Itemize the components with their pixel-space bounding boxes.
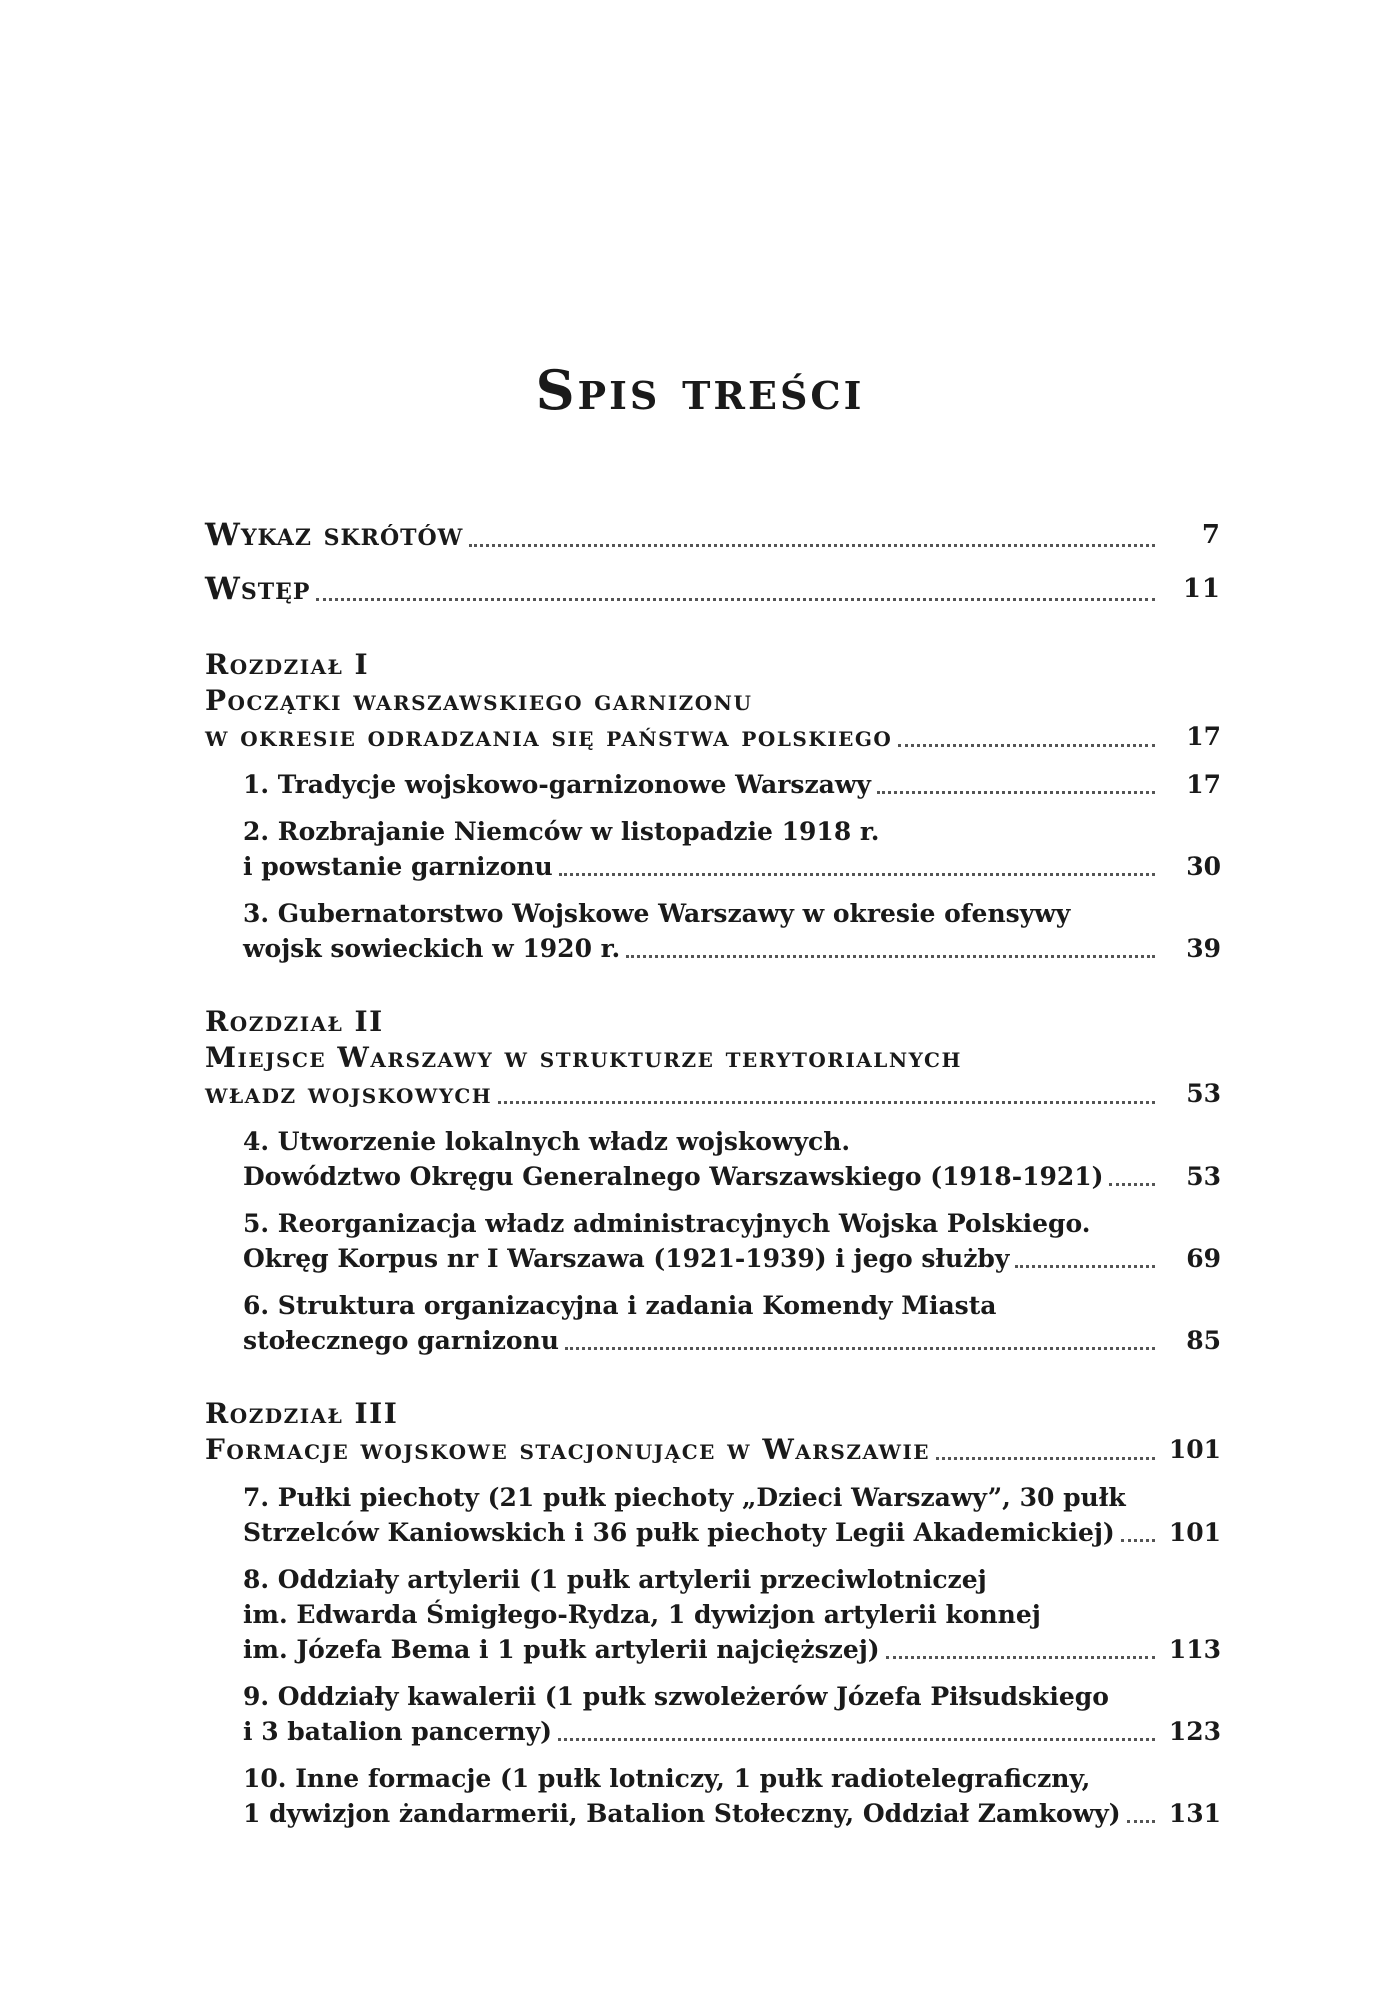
section-title-row — [243, 1159, 1221, 1194]
toc-page-number: 101 — [1168, 1435, 1221, 1464]
section-title-line: 1. Tradycje wojskowo-garnizonowe Warszawy — [243, 770, 871, 799]
toc-section-entry — [205, 1761, 1221, 1831]
section-title-line: Strzelców Kaniowskich i 36 pułk piechoty Legii Akademickiej) — [243, 1518, 1115, 1547]
section-title-row — [243, 1323, 1221, 1358]
section-title-row — [243, 1714, 1221, 1749]
dot-leader — [498, 1101, 1155, 1104]
chapter-title-row — [205, 1432, 1221, 1468]
toc-section-entry — [205, 767, 1221, 802]
dot-leader — [316, 598, 1155, 601]
section-title-line: 2. Rozbrajanie Niemców w listopadzie 1918 r. — [243, 817, 880, 846]
section-title-row — [243, 1632, 1221, 1667]
section-title-line: Okręg Korpus nr I Warszawa (1921-1939) i jego służby — [243, 1244, 1010, 1273]
toc-section-entry — [205, 1288, 1221, 1358]
dot-leader — [877, 791, 1155, 794]
toc-section-entry — [205, 1562, 1221, 1667]
chapter-list — [205, 647, 1221, 1831]
chapter-title-line: w okresie odradzania się państwa polskiego — [205, 720, 893, 753]
chapter-label: Rozdział I — [205, 648, 370, 681]
toc-page-number: 69 — [1186, 1244, 1221, 1273]
dot-leader — [1015, 1265, 1155, 1268]
dot-leader — [559, 873, 1155, 876]
chapter-block — [205, 647, 1221, 966]
section-title-line: im. Józefa Bema i 1 pułk artylerii najcięższej) — [243, 1635, 880, 1664]
section-title-row — [243, 767, 1221, 802]
dot-leader — [1127, 1820, 1155, 1823]
section-title-line: 1 dywizjon żandarmerii, Batalion Stołeczny, Oddział Zamkowy) — [243, 1799, 1121, 1828]
section-title-line: 10. Inne formacje (1 pułk lotniczy, 1 pułk radiotelegraficzny, — [243, 1764, 1091, 1793]
dot-leader — [1109, 1183, 1155, 1186]
section-title-line: i powstanie garnizonu — [243, 852, 553, 881]
section-title-row — [243, 849, 1221, 884]
toc-page-number: 113 — [1168, 1635, 1221, 1664]
toc-section-entry — [205, 1679, 1221, 1749]
chapter-title-line: Początki warszawskiego garnizonu — [205, 684, 753, 717]
chapter-label: Rozdział II — [205, 1005, 384, 1038]
toc-page-number: 17 — [1186, 722, 1221, 751]
toc-page-number: 7 — [1201, 520, 1221, 550]
dot-leader — [936, 1457, 1155, 1460]
section-title-line: im. Edwarda Śmigłego-Rydza, 1 dywizjon artylerii konnej — [243, 1600, 1041, 1629]
section-title-line: Dowództwo Okręgu Generalnego Warszawskiego (1918-1921) — [243, 1162, 1104, 1191]
section-title-line: i 3 batalion pancerny) — [243, 1717, 552, 1746]
section-title-row — [243, 1515, 1221, 1550]
dot-leader — [469, 544, 1155, 547]
toc-page-number: 53 — [1186, 1162, 1221, 1191]
toc-entry-label: Wykaz skrótów — [205, 517, 464, 553]
section-title-line: 9. Oddziały kawalerii (1 pułk szwoleżerów Józefa Piłsudskiego — [243, 1682, 1109, 1711]
section-title-line: 3. Gubernatorstwo Wojskowe Warszawy w okresie ofensywy — [243, 899, 1071, 928]
section-title-line: stołecznego garnizonu — [243, 1326, 559, 1355]
section-title-line: 5. Reorganizacja władz administracyjnych Wojska Polskiego. — [243, 1209, 1091, 1238]
chapter-label: Rozdział III — [205, 1397, 399, 1430]
chapter-block — [205, 1396, 1221, 1831]
section-title-line: 8. Oddziały artylerii (1 pułk artylerii przeciwlotniczej — [243, 1565, 987, 1594]
toc-page-number: 17 — [1186, 770, 1221, 799]
section-title-line: 4. Utworzenie lokalnych władz wojskowych. — [243, 1127, 851, 1156]
toc-section-entry — [205, 1206, 1221, 1276]
chapter-title-line: Formacje wojskowe stacjonujące w Warszawie — [205, 1433, 931, 1466]
toc-section-entry — [205, 896, 1221, 966]
toc-page-number: 101 — [1168, 1518, 1221, 1547]
chapter-title-line: Miejsce Warszawy w strukturze terytorialnych — [205, 1041, 962, 1074]
chapter-title-row — [205, 719, 1221, 755]
dot-leader — [886, 1656, 1155, 1659]
dot-leader — [1121, 1539, 1155, 1542]
section-title-line: 6. Struktura organizacyjna i zadania Komendy Miasta — [243, 1291, 997, 1320]
toc-section-entry — [205, 1124, 1221, 1194]
toc-entry-introduction — [205, 569, 1221, 609]
page-title: Spis treści — [535, 358, 865, 422]
section-title-line: wojsk sowieckich w 1920 r. — [243, 934, 621, 963]
chapter-title-line: władz wojskowych — [205, 1077, 493, 1110]
toc-entry-label: Wstęp — [205, 571, 311, 607]
section-title-row — [243, 931, 1221, 966]
section-title-row — [243, 1796, 1221, 1831]
toc-entry-abbreviations — [205, 515, 1221, 555]
toc-page-number: 11 — [1182, 574, 1221, 604]
toc-page-number: 30 — [1186, 852, 1221, 881]
dot-leader — [558, 1738, 1155, 1741]
section-title-line: 7. Pułki piechoty (21 pułk piechoty „Dzieci Warszawy”, 30 pułk — [243, 1483, 1126, 1512]
table-of-contents — [205, 515, 1221, 1831]
dot-leader — [898, 744, 1155, 747]
toc-page-number: 123 — [1168, 1717, 1221, 1746]
toc-section-entry — [205, 814, 1221, 884]
toc-page-number: 131 — [1168, 1799, 1221, 1828]
dot-leader — [565, 1347, 1155, 1350]
chapter-block — [205, 1004, 1221, 1358]
toc-page-number: 85 — [1186, 1326, 1221, 1355]
chapter-title-row — [205, 1076, 1221, 1112]
toc-section-entry — [205, 1480, 1221, 1550]
toc-page-number: 53 — [1186, 1079, 1221, 1108]
section-title-row — [243, 1241, 1221, 1276]
toc-page-number: 39 — [1186, 934, 1221, 963]
dot-leader — [626, 955, 1155, 958]
